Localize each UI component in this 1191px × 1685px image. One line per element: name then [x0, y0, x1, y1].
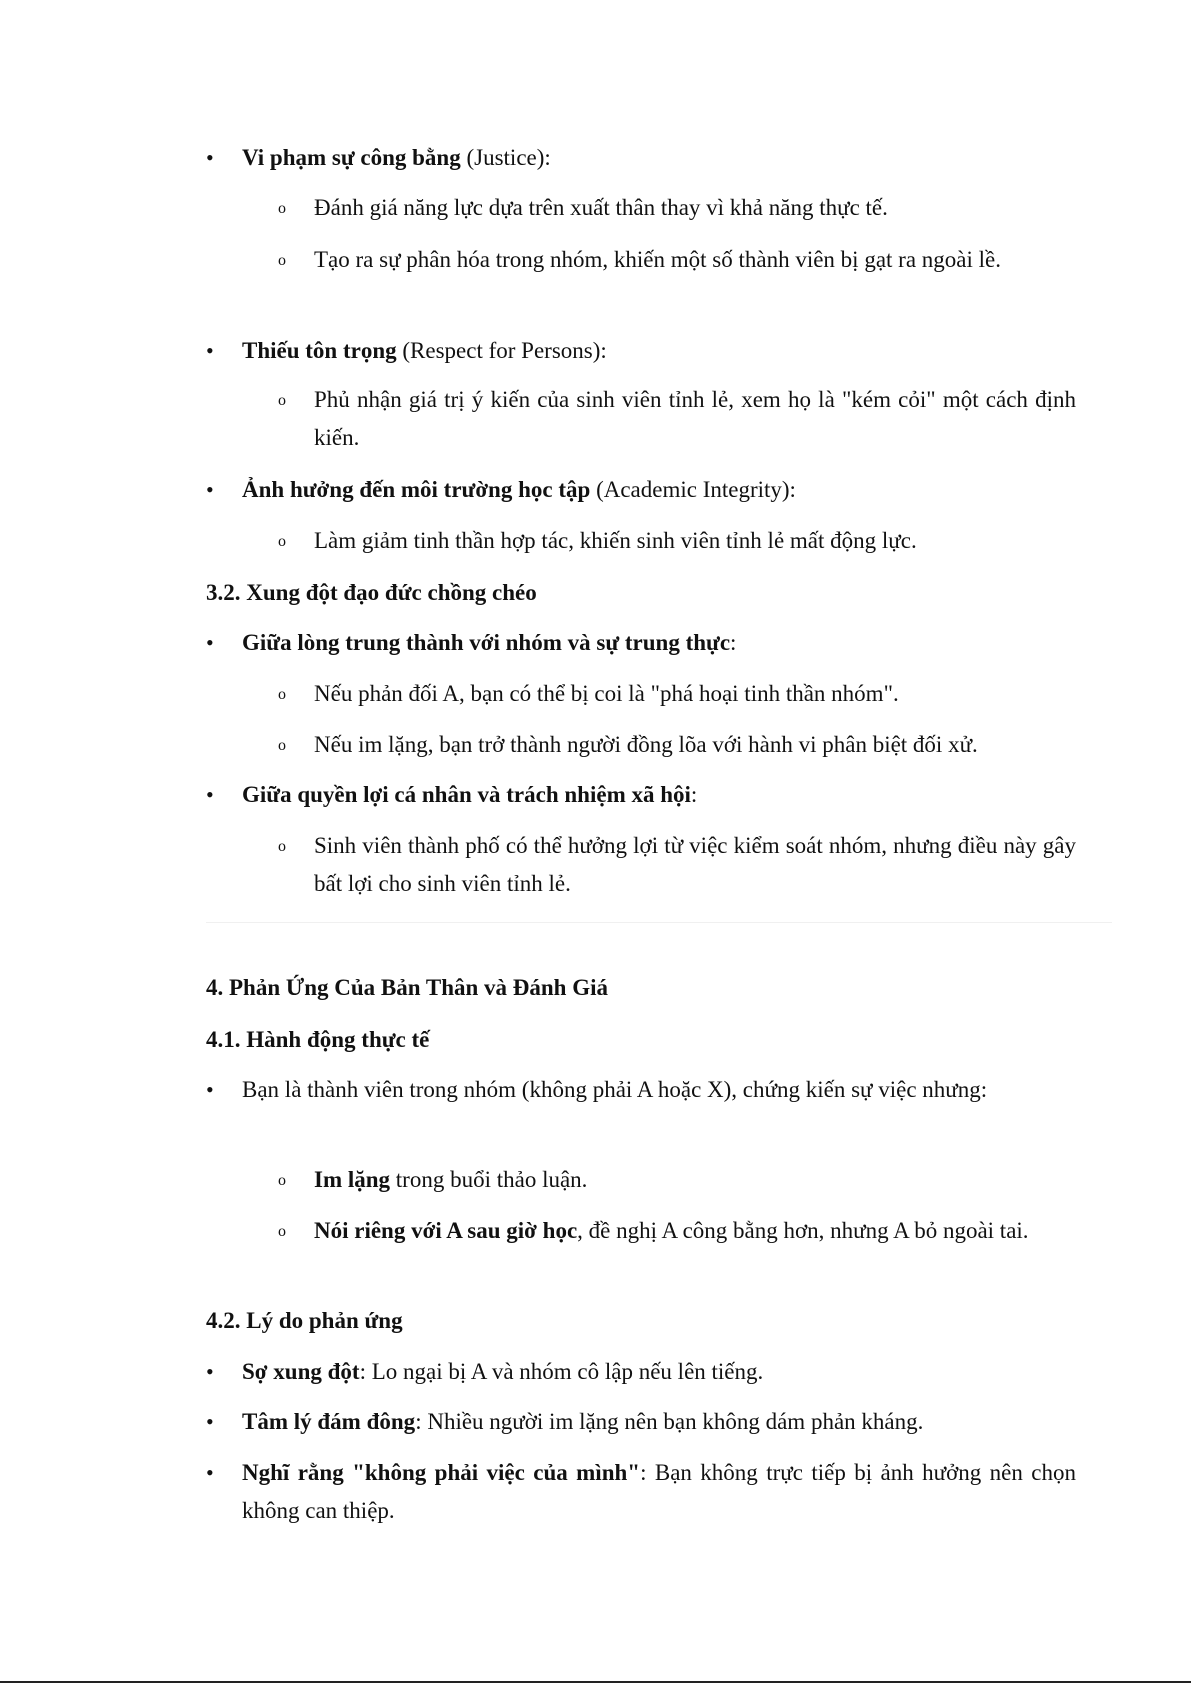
section-heading-4-2: 4.2. Lý do phản ứng [206, 1308, 403, 1333]
sub-bullet [278, 381, 1076, 457]
bullet-dot: • [206, 782, 214, 807]
sub-bold: Nói riêng với A sau giờ học [314, 1218, 578, 1243]
bullet-rest: : Lo ngại bị A và nhóm cô lập nếu lên tiếng. [359, 1359, 764, 1384]
page-bottom-rule [0, 1681, 1191, 1683]
bullet-dot: • [206, 145, 214, 170]
sub-text: Sinh viên thành phố có thể hưởng lợi từ việc kiểm soát nhóm, nhưng điều này gây bất lợi cho sinh viên tỉnh lẻ. [314, 833, 1076, 896]
bullet-reason-crowd [206, 1403, 1076, 1441]
bullet-reason-not-my-business [206, 1454, 1076, 1530]
bullet-bold: Nghĩ rằng "không phải việc của mình" [242, 1460, 641, 1485]
bullet-reason-conflict [206, 1353, 1076, 1391]
sub-dot: o [278, 686, 286, 703]
sub-bullet [278, 1212, 1076, 1250]
section-heading-3-2: 3.2. Xung đột đạo đức chồng chéo [206, 580, 537, 605]
bullet-dot: • [206, 1409, 214, 1434]
bullet-dot: • [206, 477, 214, 502]
sub-dot: o [278, 737, 286, 754]
bullet-bold: Tâm lý đám đông [242, 1409, 416, 1434]
sub-bullet [278, 522, 1076, 560]
sub-rest: , đề nghị A công bằng hơn, nhưng A bỏ ngoài tai. [577, 1218, 1029, 1243]
bullet-dot: • [206, 1460, 214, 1485]
bullet-loyalty [206, 624, 1076, 662]
bullet-bold: Ảnh hưởng đến môi trường học tập [242, 477, 591, 502]
bullet-rest: (Respect for Persons): [396, 338, 607, 363]
sub-rest: trong buổi thảo luận. [390, 1167, 588, 1192]
bullet-bold: Thiếu tôn trọng [242, 338, 397, 363]
bullet-respect [206, 332, 1076, 370]
sub-text: Đánh giá năng lực dựa trên xuất thân thay vì khả năng thực tế. [314, 195, 888, 220]
sub-text: Làm giảm tinh thần hợp tác, khiến sinh viên tỉnh lẻ mất động lực. [314, 528, 917, 553]
section-heading-4-1: 4.1. Hành động thực tế [206, 1027, 430, 1052]
sub-text: Nếu im lặng, bạn trở thành người đồng lõa với hành vi phân biệt đối xử. [314, 732, 978, 757]
sub-bullet [278, 726, 1076, 764]
bullet-text: Bạn là thành viên trong nhóm (không phải A hoặc X), chứng kiến sự việc nhưng: [242, 1077, 988, 1102]
bullet-academic [206, 471, 1076, 509]
section-divider [206, 922, 1112, 923]
bullet-justice [206, 139, 1076, 177]
sub-dot: o [278, 1172, 286, 1189]
bullet-dot: • [206, 1077, 214, 1102]
sub-text: Tạo ra sự phân hóa trong nhóm, khiến một số thành viên bị gạt ra ngoài lề. [314, 247, 1001, 272]
sub-dot: o [278, 838, 286, 855]
sub-bullet [278, 241, 1076, 279]
sub-text: Phủ nhận giá trị ý kiến của sinh viên tỉnh lẻ, xem họ là "kém cỏi" một cách định kiến. [314, 387, 1076, 450]
sub-bold: Im lặng [314, 1167, 391, 1192]
bullet-rights [206, 776, 1076, 814]
bullet-bold: Vi phạm sự công bằng [242, 145, 461, 170]
sub-dot: o [278, 533, 286, 550]
bullet-dot: • [206, 1359, 214, 1384]
bullet-bold: Sợ xung đột [242, 1359, 360, 1384]
bullet-rest: : Bạn không trực tiếp bị ảnh hưởng nên chọn không can thiệp. [242, 1460, 1077, 1523]
sub-bullet [278, 1161, 1076, 1199]
bullet-rest: : [690, 782, 698, 807]
sub-text: Nếu phản đối A, bạn có thể bị coi là "phá hoại tinh thần nhóm". [314, 681, 899, 706]
bullet-dot: • [206, 630, 214, 655]
sub-dot: o [278, 1223, 286, 1240]
bullet-rest: : [730, 630, 737, 655]
bullet-member [206, 1071, 1076, 1109]
bullet-rest: : Nhiều người im lặng nên bạn không dám phản kháng. [415, 1409, 924, 1434]
bullet-dot: • [206, 338, 214, 363]
bullet-bold: Giữa lòng trung thành với nhóm và sự trung thực [242, 630, 731, 655]
sub-bullet [278, 675, 1076, 713]
sub-dot: o [278, 392, 286, 409]
bullet-bold: Giữa quyền lợi cá nhân và trách nhiệm xã hội [242, 782, 691, 807]
sub-bullet [278, 189, 1076, 227]
bullet-rest: (Academic Integrity): [590, 477, 796, 502]
sub-dot: o [278, 200, 286, 217]
sub-dot: o [278, 252, 286, 269]
section-heading-4: 4. Phản Ứng Của Bản Thân và Đánh Giá [206, 975, 608, 1000]
sub-bullet [278, 827, 1076, 903]
bullet-rest: (Justice): [460, 145, 551, 170]
